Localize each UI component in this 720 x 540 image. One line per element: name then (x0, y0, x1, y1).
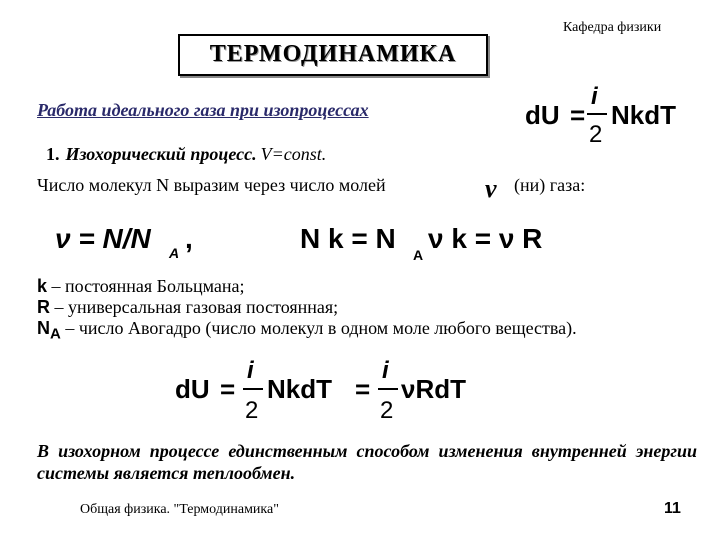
energy-top-denominator: 2 (589, 121, 603, 148)
process-name: Изохорический процесс. (65, 144, 257, 164)
definition-text: – постоянная Больцмана; (47, 276, 245, 296)
definition-symbol: N (37, 318, 50, 338)
comma: , (185, 223, 193, 254)
process-condition: V=const. (260, 144, 327, 164)
energy-main-denominator-2: 2 (380, 397, 394, 424)
department-label: Кафедра физики (563, 20, 662, 35)
nk-equation-left: N k = N (300, 223, 396, 254)
page-number: 11 (664, 500, 681, 517)
slide-title-box (178, 34, 488, 76)
nu-definition-subscript: A (169, 245, 180, 261)
process-number: 1. (46, 144, 60, 164)
molecules-text: Число молекул N выразим через число молей (37, 175, 386, 195)
definition-text: – число Авогадро (число молекул в одном моле любого вещества). (60, 318, 577, 338)
definition-text: – универсальная газовая постоянная; (50, 297, 339, 317)
footer-course: Общая физика. "Термодинамика" (80, 502, 279, 517)
nu-symbol: ν (485, 174, 497, 203)
nu-definition-formula (55, 218, 225, 264)
energy-formula-main (175, 358, 485, 428)
nk-equation-subscript: A (413, 247, 424, 263)
energy-top-numerator: i (591, 83, 598, 110)
slide-title: ТЕРМОДИНАМИКА (209, 41, 457, 67)
definition-symbol: k (37, 276, 48, 296)
nk-equation (300, 218, 570, 264)
energy-formula-top (525, 82, 695, 148)
energy-top-lhs: dU (525, 100, 560, 130)
equals-sign: = (220, 374, 236, 404)
energy-main-numerator-1: i (247, 358, 254, 384)
energy-main-lhs: dU (175, 374, 210, 404)
equals-sign: = (570, 100, 586, 130)
section-subtitle: Работа идеального газа при изопроцессах (37, 100, 369, 120)
definition-na (37, 318, 577, 345)
definition-subscript: A (50, 325, 61, 343)
definitions-list (37, 276, 577, 345)
energy-top-rhs: NkdT (611, 100, 676, 130)
energy-main-numerator-2: i (382, 358, 389, 384)
definition-k (37, 276, 577, 297)
conclusion-text: В изохорном процессе единственным способом изменения внутренней энергии системы является теплообмен. (37, 441, 697, 483)
molecules-text-tail: (ни) газа: (514, 175, 586, 195)
energy-main-middle: NkdT (267, 374, 332, 404)
process-heading (46, 144, 326, 165)
nk-equation-right: ν k = ν R (428, 223, 543, 254)
definition-symbol: R (37, 297, 50, 317)
definition-r (37, 297, 577, 318)
equals-sign: = (355, 374, 371, 404)
nu-definition: ν = N/N (55, 223, 151, 254)
energy-main-rhs: νRdT (401, 374, 466, 404)
energy-main-denominator-1: 2 (245, 397, 259, 424)
